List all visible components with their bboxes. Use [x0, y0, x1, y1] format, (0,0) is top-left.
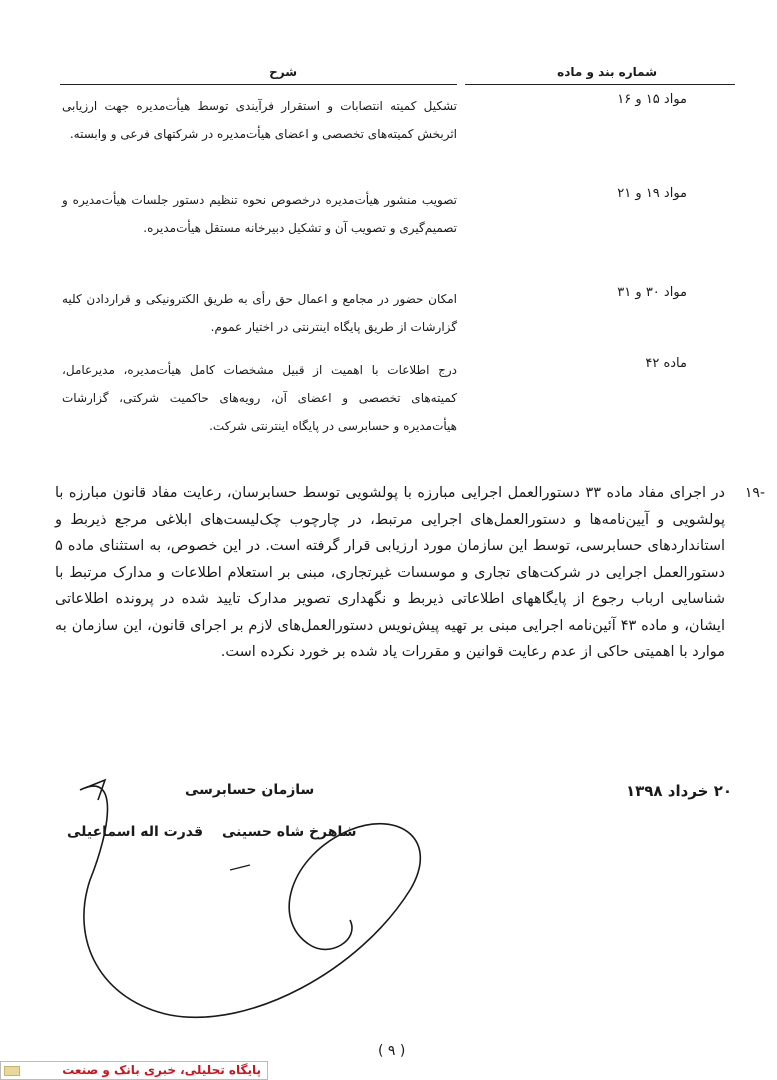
flag-icon: [4, 1066, 20, 1076]
paragraph-text: در اجرای مفاد ماده ۳۳ دستورالعمل اجرایی مبارزه با پولشویی توسط حسابرسان، رعایت مفاد قانون مبارزه با پولشویی و آیین‌نامه‌ها و دستورالعمل‌های اجرایی مرتبط، در چارچوب چک‌لیست‌های ابلاغی مرجع ذیربط و استانداردهای حسابرسی، توسط این سازمان مورد ارزیابی قرار گرفته است. در این خصوص، به استثنای ماده ۵ دستورالعمل اجرایی در شرکت‌های تجاری و موسسات غیرتجاری، مبنی بر استعلام اطلاعات و مدارک مرتبط با شناسایی ارباب رجوع از پایگاههای اطلاعاتی ذیربط و نگهداری تصویر مدارک تایید شده در پرونده اطلاعاتی ایشان، و ماده ۴۳ آئین‌نامه اجرایی مبنی بر تهیه پیش‌نویس دستورالعمل‌های لازم بر اجرای قانون، این سازمان به موارد با اهمیتی حاکی از عدم رعایت قوانین و مقررات یاد شده بر خورد نکرده است.: [55, 485, 725, 660]
row-description: درج اطلاعات با اهمیت از قبیل مشخصات کامل هیأت‌مدیره، مدیرعامل، کمیته‌های تخصصی و اعضای آن، رویه‌های حاکمیت شرکتی، گزارشات هیأت‌مدیره و حسابرسی در پایگاه اینترنتی شرکت.: [62, 363, 457, 433]
signature-organization: سازمان حسابرسی: [185, 782, 315, 798]
paragraph-number: -۱۹: [744, 485, 765, 501]
signatory-name-1: شاهرخ شاه حسینی: [222, 824, 357, 840]
row-description: تشکیل کمیته انتصابات و استقرار فرآیندی توسط هیأت‌مدیره جهت ارزیابی اثربخش کمیته‌های تخصصی و اعضای هیأت‌مدیره در شرکتهای فرعی و وابسته.: [62, 99, 457, 141]
row-number: ماده ۴۲: [645, 356, 687, 371]
body-paragraph: [55, 480, 765, 666]
row-number: مواد ۱۵ و ۱۶: [617, 92, 687, 107]
page-number: ( ۹ ): [378, 1043, 406, 1059]
row-description: تصویب منشور هیأت‌مدیره درخصوص نحوه تنظیم دستور جلسات هیأت‌مدیره و تصمیم‌گیری و تصویب آن و تشکیل دبیرخانه مستقل هیأت‌مدیره.: [62, 193, 457, 235]
footer-text: پایگاه تحلیلی، خبری بانک و صنعت: [62, 1063, 261, 1077]
row-description: امکان حضور در مجامع و اعمال حق رأی به طریق الکترونیکی و قراردادن کلیه گزارشات از طریق پایگاه اینترنتی در اختیار عموم.: [62, 292, 457, 334]
signatory-name-2: قدرت اله اسماعیلی: [67, 824, 204, 840]
table-header-description: شرح: [269, 65, 297, 79]
handwritten-signature: [60, 770, 460, 1030]
footer-banner: [0, 1061, 268, 1080]
header-rule-number: [465, 84, 735, 85]
header-rule-description: [60, 84, 457, 85]
row-number: مواد ۳۰ و ۳۱: [617, 285, 687, 300]
signature-date: ۲۰ خرداد ۱۳۹۸: [625, 782, 732, 800]
table-header-number: شماره بند و ماده: [557, 65, 657, 79]
row-number: مواد ۱۹ و ۲۱: [617, 186, 687, 201]
